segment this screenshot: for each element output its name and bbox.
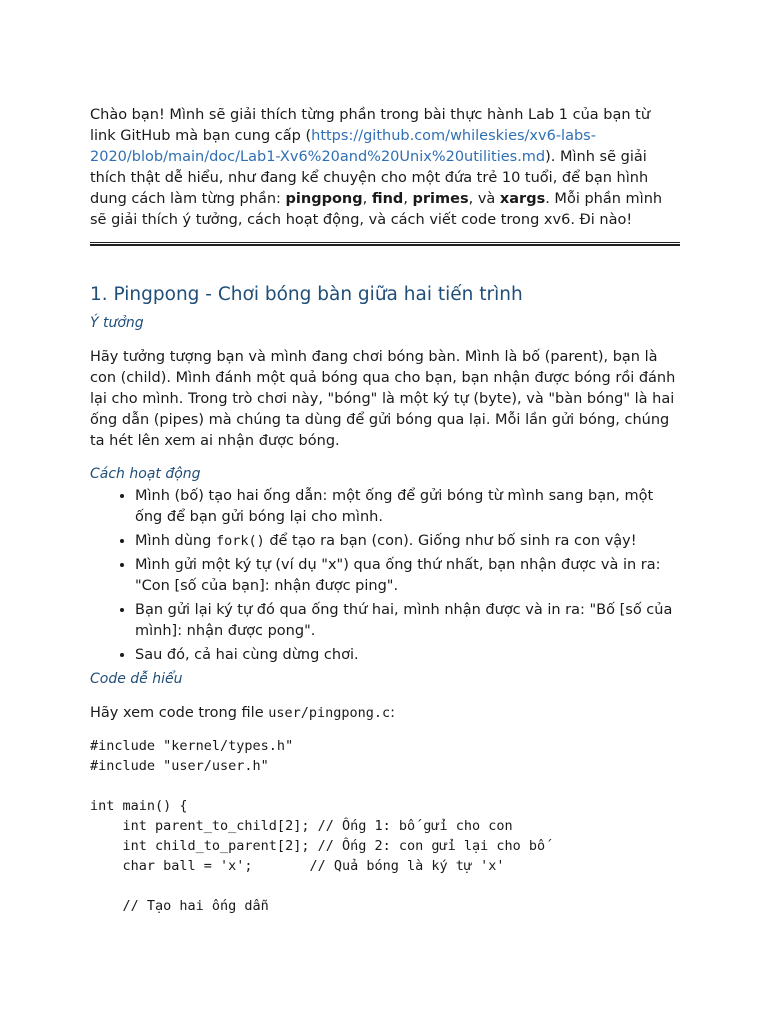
comma: , (403, 191, 408, 207)
code-intro-colon: : (390, 705, 396, 721)
intro-paragraph (90, 105, 680, 231)
code-intro (90, 703, 680, 724)
how-heading: Cách hoạt động (90, 466, 201, 482)
idea-heading: Ý tưởng (90, 315, 144, 331)
list-item (135, 531, 680, 552)
file-path-code: user/pingpong.c (268, 705, 391, 721)
list-item-text: Mình dùng (135, 533, 216, 549)
bold-xargs: xargs (499, 191, 546, 207)
code-intro-text: Hãy xem code trong file (90, 705, 269, 721)
bold-find: find (371, 191, 404, 207)
section-title: 1. Pingpong - Chơi bóng bàn giữa hai tiến trình (90, 284, 523, 305)
list-item: • Mình (bố) tạo hai ống dẫn: một ống để gửi bóng từ mình sang bạn, một ống để bạn gửi bóng lại cho mình. (135, 486, 680, 528)
list-item: • Mình gửi một ký tự (ví dụ "x") qua ống thứ nhất, bạn nhận được và in ra: "Con [số của bạn]: nhận được ping". (135, 555, 680, 597)
bold-pingpong: pingpong (285, 191, 363, 207)
list-item: • Bạn gửi lại ký tự đó qua ống thứ hai, mình nhận được và in ra: "Bố [số của mình]: nhận được pong". (135, 600, 680, 642)
code-heading: Code dễ hiểu (90, 671, 183, 687)
fork-code: fork() (215, 533, 265, 549)
how-list (90, 486, 680, 666)
horizontal-rule (90, 242, 680, 246)
list-item: • Sau đó, cả hai cùng dừng chơi. (135, 645, 680, 666)
code-block: #include "kernel/types.h" #include "user/user.h" int main() { int parent_to_child[2]; // Ống 1: bố gửi cho con int child_to_parent[2]; // Ống 2: con gửi lại cho bố char ball = 'x'; // Quả bóng là ký tự 'x' // Tạo hai ống dẫn (90, 738, 546, 914)
intro-text-start: Chào bạn! Mình sẽ giải thích từng phần trong bài thực hành Lab 1 của bạn từ link GitHub mà bạn cung cấp ( (90, 107, 651, 144)
idea-paragraph: Hãy tưởng tượng bạn và mình đang chơi bóng bàn. Mình là bố (parent), bạn là con (child). Mình đánh một quả bóng qua cho bạn, bạn nhận được bóng rồi đánh lại cho mình. Trong trò chơi này, "bóng" là một ký tự (byte), và "bàn bóng" là hai ống dẫn (pipes) mà chúng ta dùng để gửi bóng qua lại. Mỗi lần gửi bóng, chúng ta hét lên xem ai nhận được bóng. (90, 349, 676, 449)
list-item-text: để tạo ra bạn (con). Giống như bố sinh ra con vậy! (264, 533, 637, 549)
document-page (90, 105, 680, 916)
github-link[interactable]: https://github.com/whileskies/xv6-labs-2020/blob/main/doc/Lab1-Xv6%20and%20Unix%20utilities.md (90, 128, 596, 165)
comma: , (362, 191, 372, 207)
and-text: , và (468, 191, 500, 207)
intro-text-end: . Mỗi phần mình sẽ giải thích ý tưởng, cách hoạt động, và cách viết code trong xv6. Đi nào! (90, 191, 663, 228)
intro-text-middle: ). Mình sẽ giải thích thật dễ hiểu, như đang kể chuyện cho một đứa trẻ 10 tuổi, để bạn hình dung cách làm từng phần: (90, 149, 649, 207)
bold-primes: primes (412, 191, 469, 207)
